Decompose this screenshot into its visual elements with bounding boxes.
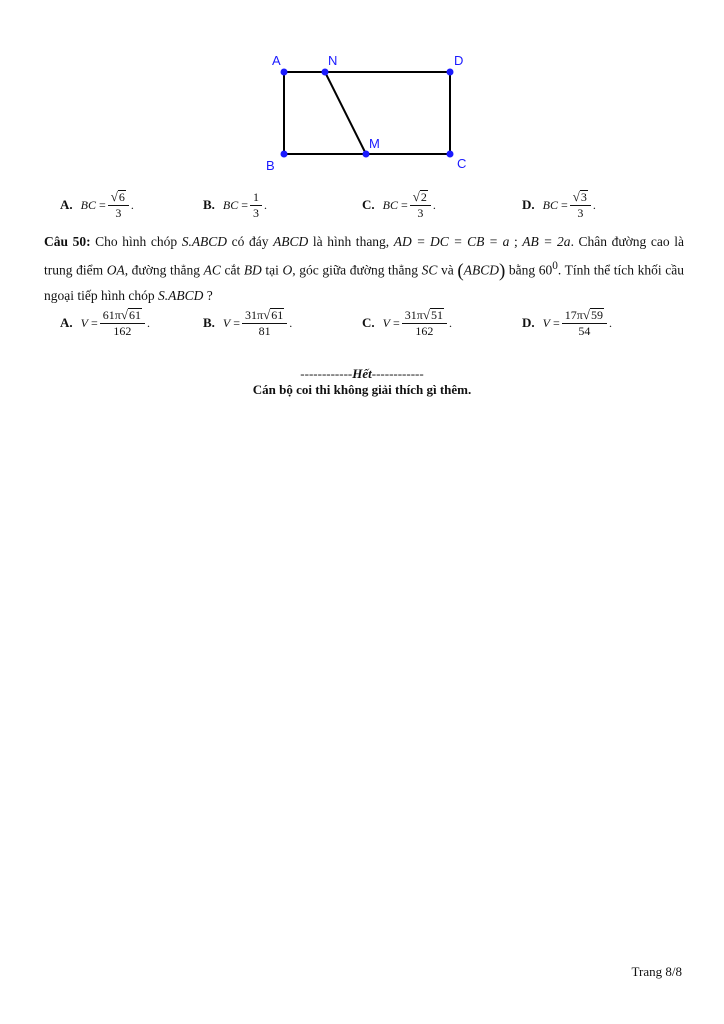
q50-text: ?	[203, 287, 213, 303]
fraction: 17π √ 59 54	[562, 307, 607, 339]
denominator: 162	[415, 324, 434, 338]
denominator: 3	[577, 206, 584, 220]
equals: =	[560, 197, 568, 212]
radicand: 51	[430, 308, 443, 322]
question-label: Câu 50:	[44, 234, 91, 249]
fraction: 61π √ 61 162	[100, 307, 145, 339]
fraction: 31π √ 51 162	[402, 307, 447, 339]
choice-letter: C.	[362, 197, 375, 212]
math-bd: BD	[243, 262, 262, 278]
math-oa: OA	[106, 262, 125, 278]
equals: =	[400, 197, 408, 212]
denominator: 81	[258, 324, 271, 338]
point-a	[281, 69, 288, 76]
coefficient: 31π	[404, 308, 423, 322]
denominator: 3	[417, 206, 424, 220]
period: .	[608, 315, 612, 330]
end-marker	[0, 366, 724, 382]
coefficient: 17π	[564, 308, 583, 322]
label-b: B	[266, 158, 275, 173]
choice-letter: D.	[522, 197, 535, 212]
label-a: A	[272, 53, 281, 68]
proctor-note: Cán bộ coi thi không giải thích gì thêm.	[252, 382, 472, 397]
choice-letter: A.	[60, 315, 73, 330]
math-o: O	[282, 262, 293, 278]
math-equal-sides: AD = DC = CB = a	[393, 234, 510, 249]
math-ac: AC	[203, 262, 221, 278]
q49-choice-a[interactable]	[60, 183, 134, 227]
q50-choice-b[interactable]	[203, 301, 292, 345]
q50-text: . Tính thể tích khối cầu ngoại tiếp hình chóp	[44, 262, 684, 303]
q49-choice-b[interactable]	[203, 183, 267, 227]
radicand: 6	[118, 190, 125, 204]
choice-letter: B.	[203, 315, 215, 330]
math-pyramid: S.ABCD	[157, 287, 204, 303]
q50-choice-c[interactable]	[362, 301, 452, 345]
q49-choice-c[interactable]	[362, 183, 436, 227]
period: .	[289, 315, 293, 330]
lhs: BC	[382, 197, 398, 212]
question-50	[44, 230, 684, 308]
q50-text: và	[437, 262, 458, 278]
radicand: 2	[420, 190, 427, 204]
lhs: BC	[80, 197, 96, 212]
fraction: √ 2 3	[410, 189, 431, 221]
q50-text: cắt	[220, 262, 244, 278]
math-base: ABCD	[273, 234, 309, 249]
lhs: V	[542, 315, 550, 330]
radicand: 61	[128, 308, 141, 322]
period: .	[146, 315, 150, 330]
lhs: BC	[222, 197, 239, 212]
radicand: 59	[590, 308, 603, 322]
end-dashes-left: ------------	[300, 366, 353, 381]
period: .	[592, 197, 596, 212]
choice-letter: B.	[203, 197, 215, 212]
denominator: 162	[113, 324, 132, 338]
q50-text: bằng	[505, 262, 539, 278]
end-word: Hết	[352, 366, 372, 381]
q50-text: là hình thang,	[308, 234, 394, 249]
paren-right: )	[498, 260, 506, 282]
segment-nm	[325, 72, 366, 154]
equals: =	[233, 315, 241, 330]
equals: =	[98, 197, 106, 212]
angle-value: 60	[538, 262, 553, 278]
q50-text: , đường thẳng	[124, 262, 204, 278]
choice-letter: D.	[522, 315, 535, 330]
point-d	[447, 69, 454, 76]
point-m	[363, 151, 370, 158]
denominator: 3	[115, 206, 122, 220]
coefficient: 31π	[245, 308, 264, 322]
label-m: M	[369, 136, 380, 151]
denominator: 3	[253, 205, 260, 220]
label-n: N	[328, 53, 338, 68]
q50-text: ;	[509, 234, 523, 249]
point-b	[281, 151, 288, 158]
equals: =	[241, 197, 249, 212]
lhs: V	[80, 315, 88, 330]
q50-choice-a[interactable]	[60, 301, 150, 345]
coefficient: 61π	[102, 308, 121, 322]
degree-sup: 0	[552, 260, 558, 272]
end-dashes-right: ------------	[371, 366, 424, 381]
q50-text: , góc giữa đường thẳng	[292, 262, 422, 278]
radicand: 61	[271, 308, 284, 322]
q49-choices	[0, 183, 724, 227]
period: .	[432, 197, 436, 212]
radicand: 3	[580, 190, 587, 204]
q50-text: tại	[261, 262, 283, 278]
q50-text: . Chân đường cao là trung điểm	[44, 234, 684, 278]
choice-letter: A.	[60, 197, 73, 212]
q50-choices	[0, 301, 724, 345]
lhs: V	[222, 315, 231, 330]
fraction: √ 6 3	[108, 189, 129, 221]
label-d: D	[454, 53, 464, 68]
label-c: C	[457, 156, 467, 171]
period: .	[130, 197, 134, 212]
geometry-figure	[262, 48, 472, 174]
equals: =	[90, 315, 98, 330]
fraction: 31π √ 61 81	[242, 307, 287, 339]
q50-choice-d[interactable]	[522, 301, 612, 345]
page-number: Trang 8/8	[631, 964, 682, 979]
fraction	[250, 190, 262, 221]
fraction: √ 3 3	[570, 189, 591, 221]
lhs: BC	[542, 197, 558, 212]
equals: =	[392, 315, 400, 330]
numerator: 1	[250, 190, 262, 206]
math-plane: ABCD	[463, 262, 499, 278]
choice-letter: C.	[362, 315, 375, 330]
paren-left: (	[457, 260, 464, 282]
q50-text: Cho hình chóp	[90, 234, 182, 249]
point-n	[322, 69, 329, 76]
denominator: 54	[578, 324, 591, 338]
math-pyramid: S.ABCD	[181, 234, 228, 249]
q50-text: có đáy	[227, 234, 274, 249]
period: .	[264, 197, 268, 212]
q49-choice-d[interactable]	[522, 183, 596, 227]
lhs: V	[382, 315, 390, 330]
equals: =	[552, 315, 560, 330]
math-ab-length: AB = 2a	[522, 234, 571, 249]
math-sc: SC	[421, 262, 438, 278]
period: .	[448, 315, 452, 330]
point-c	[447, 151, 454, 158]
